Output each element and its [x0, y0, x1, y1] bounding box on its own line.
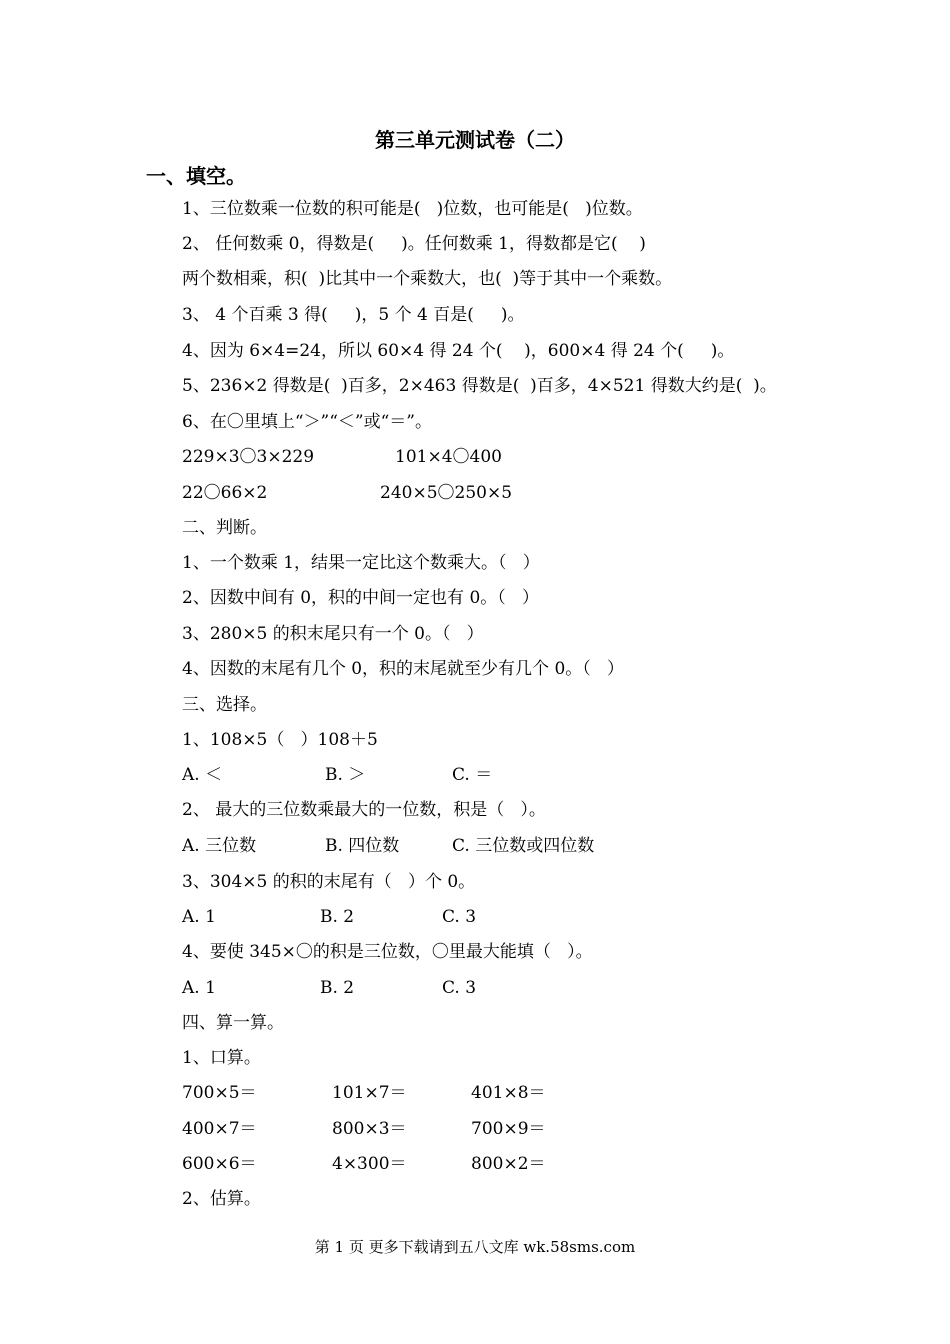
section-4-heading: 四、算一算。	[182, 1013, 284, 1033]
choice-option: B. 四位数	[325, 836, 400, 856]
sub-heading-estimate: 2、估算。	[182, 1189, 261, 1209]
choice-question-1: 1、108×5（ ）108＋5	[182, 730, 378, 750]
calc-item: 700×5＝	[182, 1083, 257, 1103]
question-1-5: 5、236×2 得数是( )百多，2×463 得数是( )百多，4×521 得数大约是( )。	[182, 376, 777, 396]
choice-option: C. 3	[442, 907, 477, 927]
section-2-heading: 二、判断。	[182, 518, 267, 538]
choice-option: B. 2	[320, 978, 355, 998]
calc-item: 800×2＝	[471, 1154, 546, 1174]
compare-item: 229×3〇3×229	[182, 447, 315, 467]
question-1-1: 1、三位数乘一位数的积可能是( )位数，也可能是( )位数。	[182, 199, 643, 219]
question-1-6: 6、在〇里填上“＞”“＜”或“＝”。	[182, 412, 432, 432]
choice-option: C. ＝	[452, 765, 493, 785]
choice-option: A. ＜	[182, 765, 223, 785]
compare-item: 240×5〇250×5	[380, 483, 513, 503]
choice-option: A. 三位数	[182, 836, 257, 856]
choice-question-3: 3、304×5 的积的末尾有（ ）个 0。	[182, 872, 476, 892]
page-footer: 第 1 页 更多下载请到五八文库 wk.58sms.com	[314, 1238, 636, 1256]
calc-item: 101×7＝	[332, 1083, 407, 1103]
choice-question-4: 4、要使 345×〇的积是三位数，〇里最大能填（ ）。	[182, 942, 593, 962]
sub-heading-oral: 1、口算。	[182, 1048, 261, 1068]
compare-item: 101×4〇400	[395, 447, 502, 467]
judge-item: 3、280×5 的积末尾只有一个 0。（ ）	[182, 624, 484, 644]
judge-item: 2、因数中间有 0，积的中间一定也有 0。（ ）	[182, 588, 539, 608]
question-1-4: 4、因为 6×4=24，所以 60×4 得 24 个( )，600×4 得 24 个( )。	[182, 341, 735, 361]
page-title: 第三单元测试卷（二）	[375, 128, 575, 152]
calc-item: 401×8＝	[471, 1083, 546, 1103]
choice-option: C. 三位数或四位数	[452, 836, 595, 856]
choice-option: A. 1	[182, 907, 216, 927]
choice-option: A. 1	[182, 978, 216, 998]
choice-option: B. 2	[320, 907, 355, 927]
calc-item: 400×7＝	[182, 1119, 257, 1139]
section-3-heading: 三、选择。	[182, 695, 267, 715]
question-1-2-line-2: 两个数相乘，积( )比其中一个乘数大，也( )等于其中一个乘数。	[182, 269, 673, 289]
calc-item: 800×3＝	[332, 1119, 407, 1139]
choice-question-2: 2、 最大的三位数乘最大的一位数，积是（ ）。	[182, 800, 546, 820]
question-1-3: 3、 4 个百乘 3 得( )，5 个 4 百是( )。	[182, 305, 525, 325]
choice-option: C. 3	[442, 978, 477, 998]
choice-option: B. ＞	[325, 765, 366, 785]
calc-item: 600×6＝	[182, 1154, 257, 1174]
judge-item: 4、因数的末尾有几个 0，积的末尾就至少有几个 0。（ ）	[182, 659, 624, 679]
judge-item: 1、一个数乘 1，结果一定比这个数乘大。（ ）	[182, 553, 540, 573]
question-1-2-line-1: 2、 任何数乘 0，得数是( )。任何数乘 1，得数都是它( )	[182, 234, 646, 254]
calc-item: 4×300＝	[332, 1154, 407, 1174]
calc-item: 700×9＝	[471, 1119, 546, 1139]
compare-item: 22〇66×2	[182, 483, 268, 503]
section-1-heading: 一、填空。	[146, 164, 246, 188]
